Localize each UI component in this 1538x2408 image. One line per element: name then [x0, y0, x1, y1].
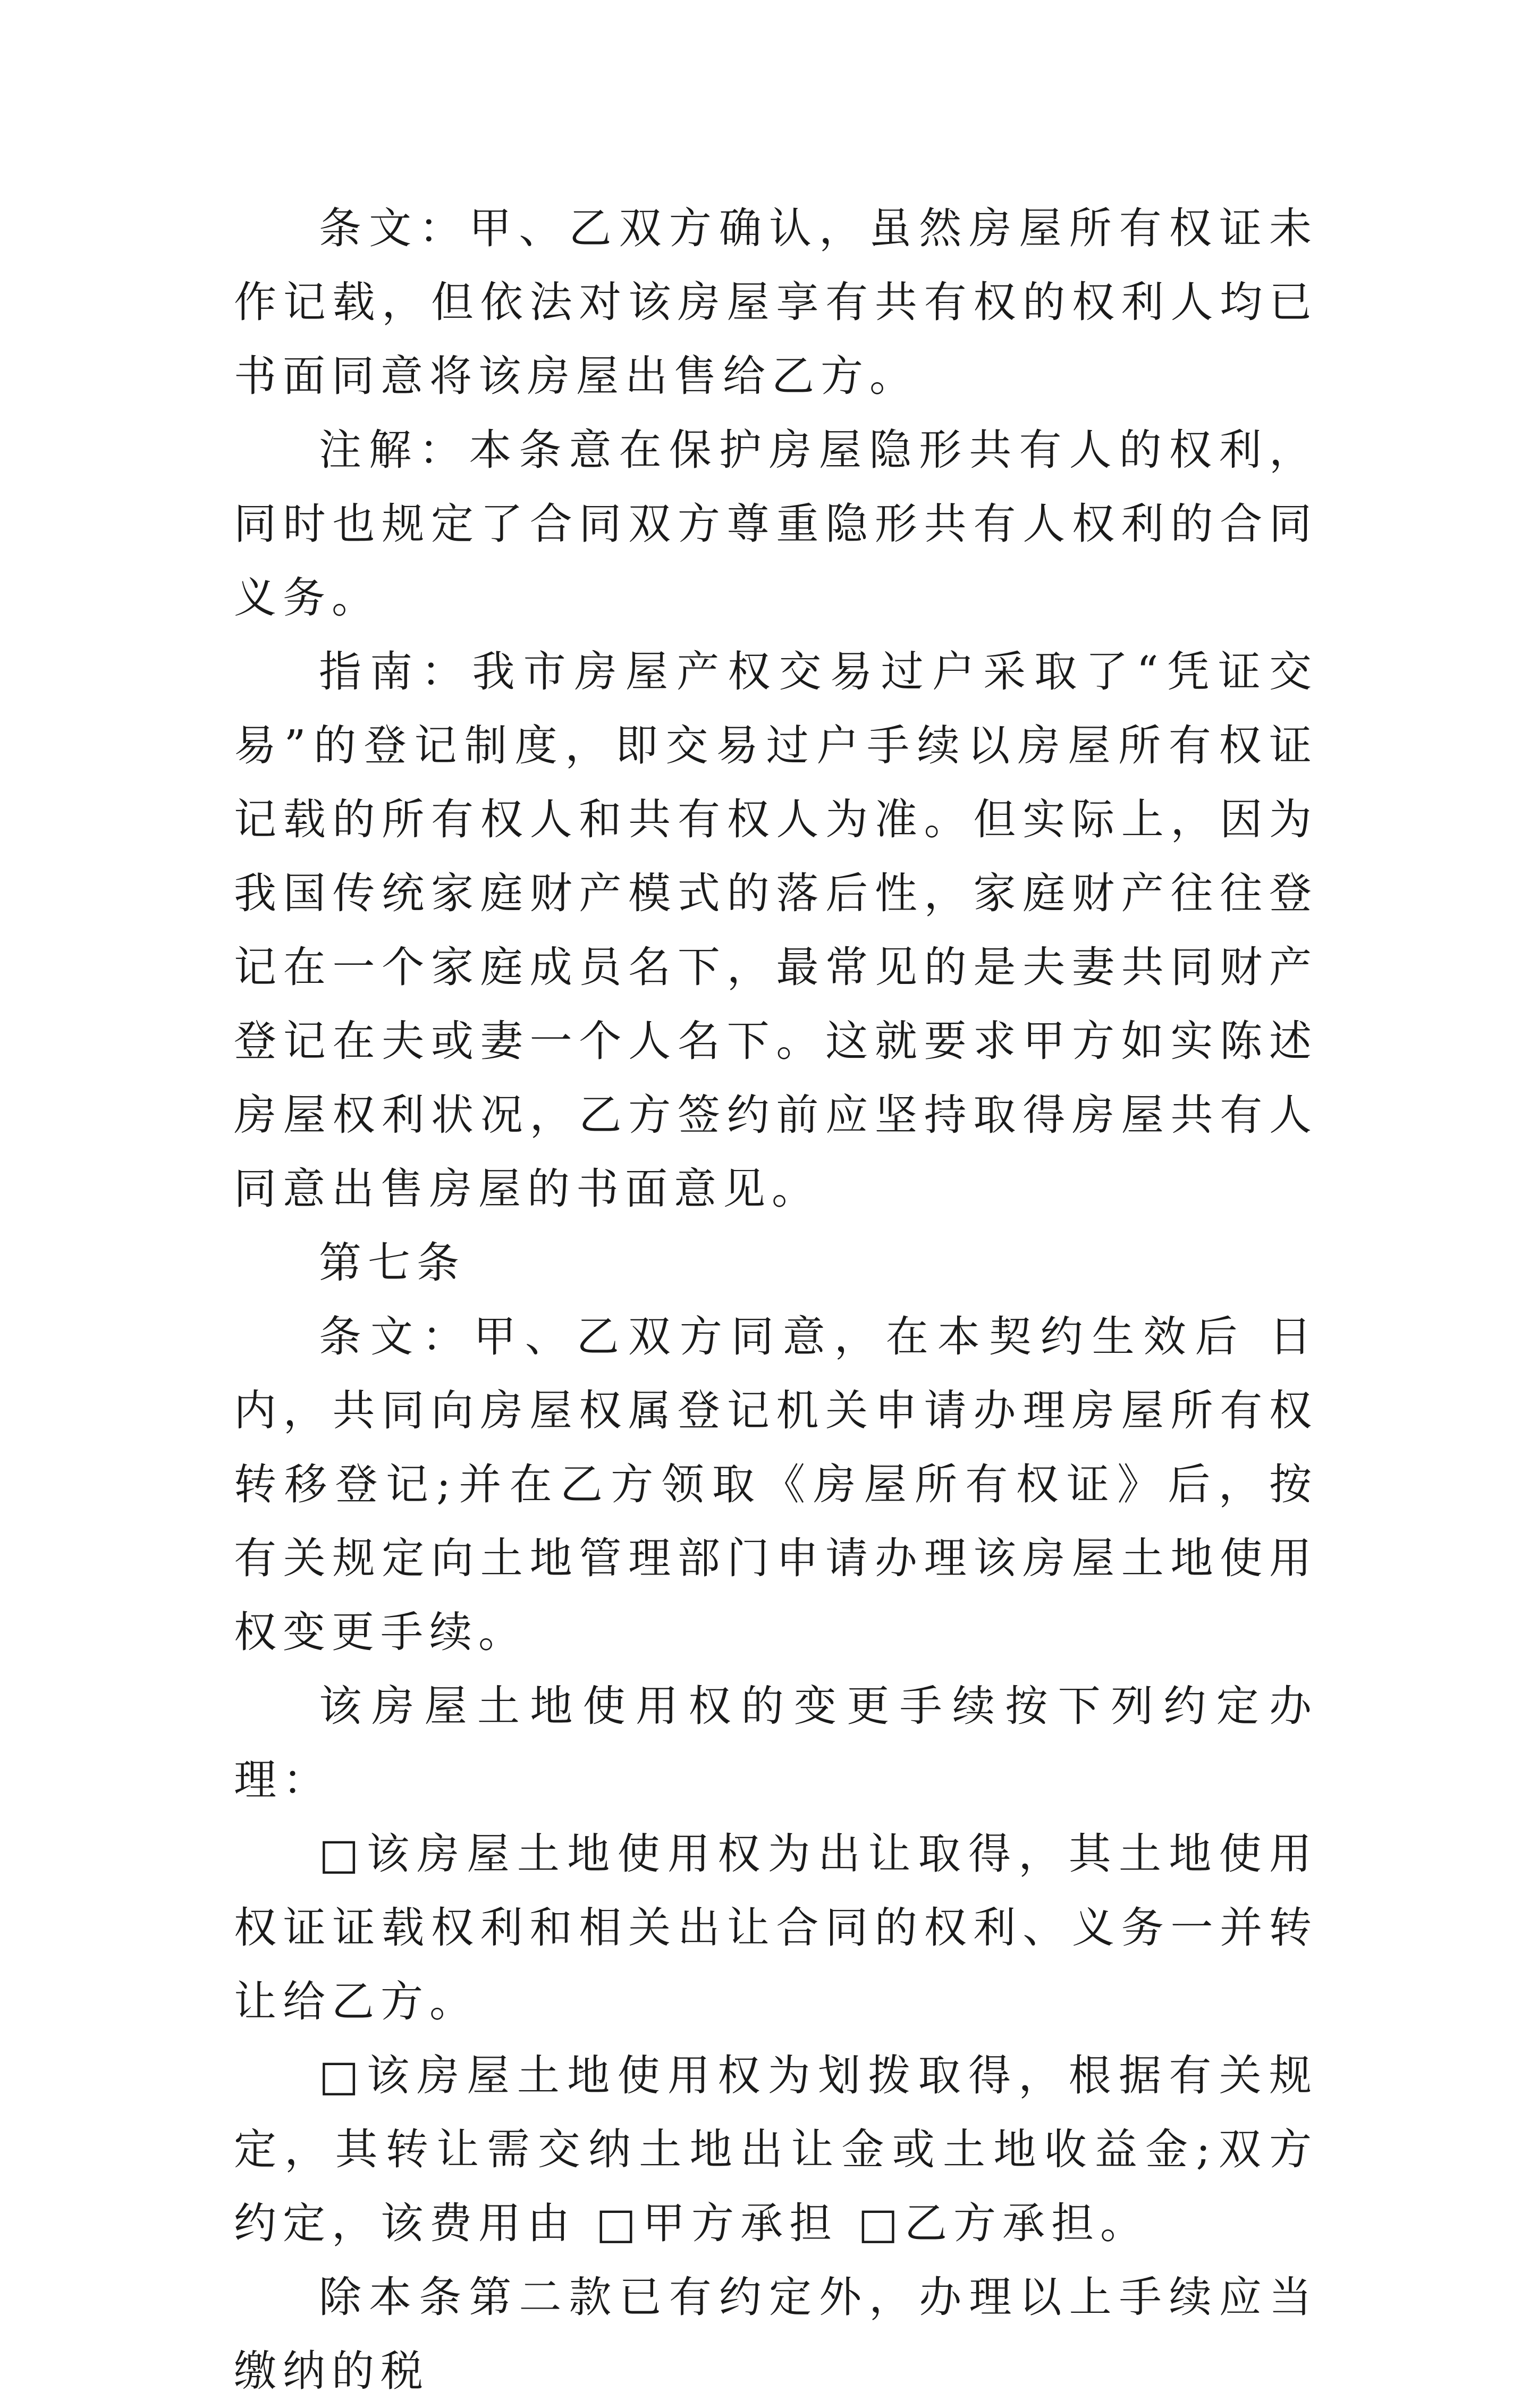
- paragraph-land-use-intro: 该房屋土地使用权的变更手续按下列约定办理：: [234, 1681, 1318, 1805]
- paragraph-option-transfer: □该房屋土地使用权为出让取得，其土地使用权证证载权利和相关出让合同的权利、义务一并转让给乙方。: [234, 1829, 1318, 2026]
- paragraph-article-text-co-ownership: 条文：甲、乙双方确认，虽然房屋所有权证未作记载，但依法对该房屋享有共有权的权利人均已书面同意将该房屋出售给乙方。: [234, 204, 1318, 401]
- paragraph-article-seven-text: 条文：甲、乙双方同意，在本契约生效后 日内，共同向房屋权属登记机关申请办理房屋所有权转移登记;并在乙方领取《房屋所有权证》后，按有关规定向土地管理部门申请办理该房屋土地使用权变更手续。: [234, 1312, 1318, 1657]
- article-heading-seven: 第七条: [319, 1238, 466, 1287]
- paragraph-option-allocation: □该房屋土地使用权为划拨取得，根据有关规定，其转让需交纳土地出让金或土地收益金;双方约定，该费用由 □甲方承担 □乙方承担。: [234, 2051, 1318, 2248]
- paragraph-taxes: 除本条第二款已有约定外，办理以上手续应当缴纳的税: [234, 2272, 1318, 2396]
- paragraph-guide: 指南：我市房屋产权交易过户采取了“凭证交易”的登记制度，即交易过户手续以房屋所有权证记载的所有权人和共有权人为准。但实际上，因为我国传统家庭财产模式的落后性，家庭财产往往登记在一个家庭成员名下，最常见的是夫妻共同财产登记在夫或妻一个人名下。这就要求甲方如实陈述房屋权利状况，乙方签约前应坚持取得房屋共有人同意出售房屋的书面意见。: [234, 647, 1318, 1214]
- document-body: [234, 191, 1318, 2408]
- paragraph-annotation: 注解：本条意在保护房屋隐形共有人的权利，同时也规定了合同双方尊重隐形共有人权利的合同义务。: [234, 425, 1318, 622]
